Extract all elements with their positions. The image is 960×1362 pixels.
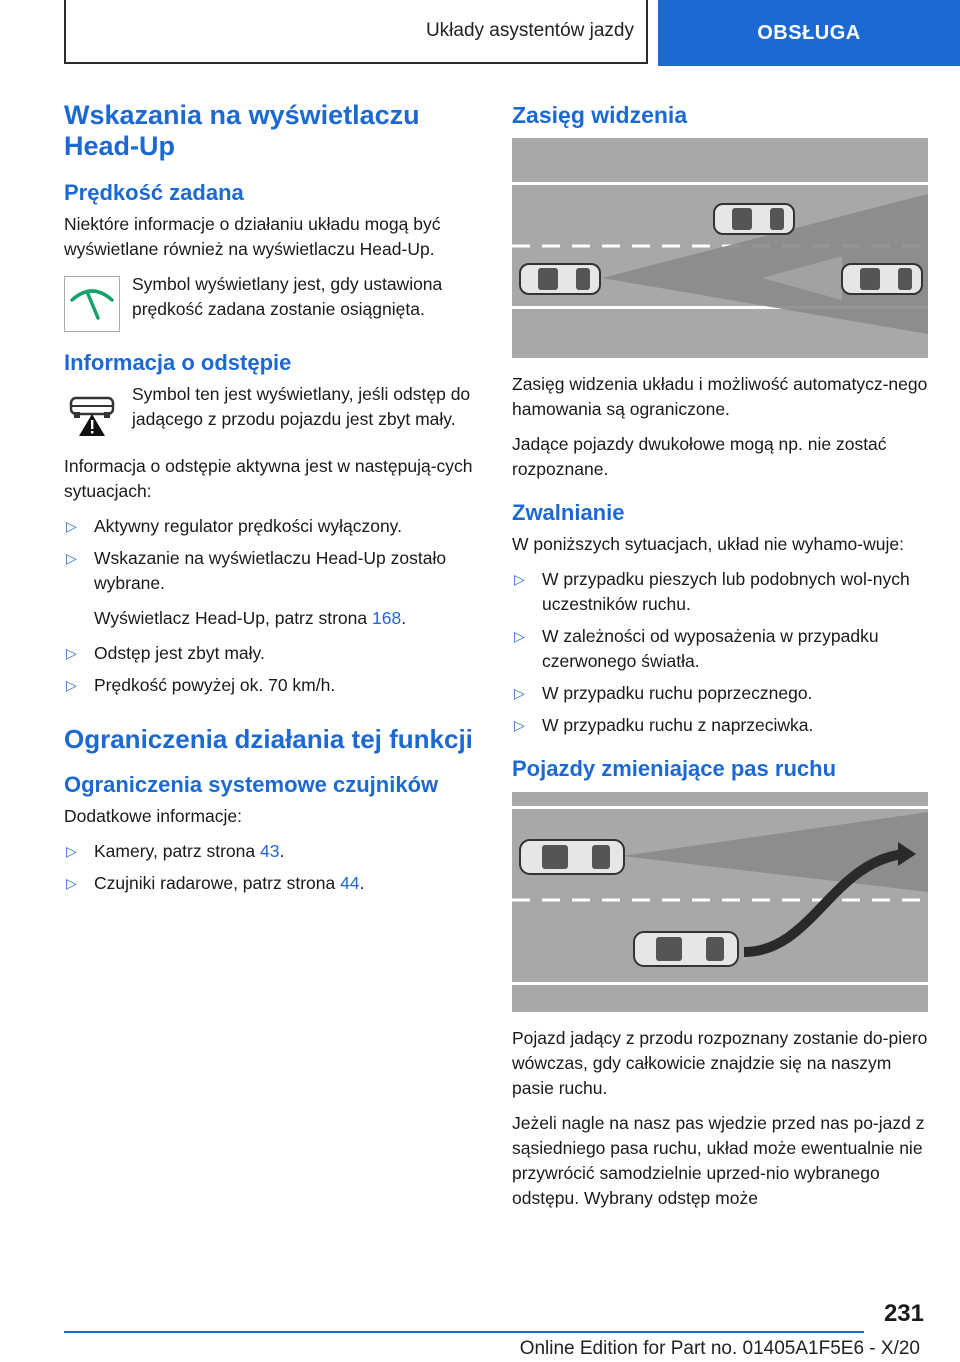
list-item: ▷ Odstęp jest zbyt mały. [64,641,478,666]
car-ego-icon [520,264,600,294]
page-link-43[interactable]: 43 [260,841,280,861]
speed-heading: Prędkość zadana [64,180,244,205]
lane-p2: Jeżeli nagle na nasz pas wjedzie przed nas po-jazd z sąsiedniego pasa ruchu, układ może ewentualnie nie przywrócić samodzielnie uprzed-nio wybranego odstępu. Wybrany odstęp może [512,1113,925,1208]
sensors-intro: Dodatkowe informacje: [64,806,242,826]
triangle-bullet-icon: ▷ [66,843,77,859]
range-illustration [512,138,928,358]
triangle-bullet-icon: ▷ [514,571,525,587]
range-p1: Zasięg widzenia układu i możliwość automatycz-nego hamowania są ograniczone. [512,374,928,419]
triangle-bullet-icon: ▷ [66,550,77,566]
triangle-bullet-icon: ▷ [66,875,77,891]
speed-symbol-text: Symbol wyświetlany jest, gdy ustawiona prędkość zadana zostanie osiągnięta. [132,274,443,319]
running-header [64,0,648,64]
list-item: ▷ Wskazanie na wyświetlaczu Head-Up zostało wybrane. [66,548,447,593]
lane-heading: Pojazdy zmieniające pas ruchu [512,756,837,781]
car-ahead-icon [842,264,922,294]
chapter-title: Układy asystentów jazdy [425,20,634,41]
speed-symbol-row [64,272,478,332]
list-item: ▷ Aktywny regulator prędkości wyłączony. [64,514,478,539]
distance-conditions-list [64,514,478,596]
triangle-bullet-icon: ▷ [66,677,77,693]
triangle-bullet-icon: ▷ [514,628,525,644]
range-heading: Zasięg widzenia [512,102,688,128]
distance-symbol-text: Symbol ten jest wyświetlany, jeśli odstęp do jadącego z przodu pojazdu jest zbyt mały. [132,384,471,429]
car-merging-icon [634,932,738,966]
list-item: ▷ W przypadku ruchu poprzecznego. [512,681,928,706]
triangle-bullet-icon: ▷ [66,518,77,534]
list-item: ▷ Kamery, patrz strona 43. [64,839,478,864]
speedometer-check-icon [64,276,120,332]
list-item: ▷ W przypadku pieszych lub podobnych wol-nych uczestników ruchu. [514,569,910,614]
triangle-bullet-icon: ▷ [514,685,525,701]
edition-line: Online Edition for Part no. 01405A1F5E6 - X/20 [519,1338,920,1359]
limits-title: Ograniczenia działania tej funkcji [64,724,473,754]
car-front-icon [714,204,794,234]
section-tab[interactable] [658,0,960,66]
right-column [512,100,928,1221]
list-item: ▷ W przypadku ruchu z naprzeciwka. [512,713,928,738]
lane-change-illustration [512,792,928,1012]
triangle-bullet-icon: ▷ [66,645,77,661]
lane-p1: Pojazd jadący z przodu rozpoznany zostanie do-piero wówczas, gdy całkowicie znajdzie się na naszym pasie ruchu. [512,1028,928,1098]
left-column [64,100,478,906]
range-p2: Jadące pojazdy dwukołowe mogą np. nie zostać rozpoznane. [512,434,887,479]
page-link-168[interactable]: 168 [372,608,402,628]
triangle-bullet-icon: ▷ [514,717,525,733]
list-item: ▷ Prędkość powyżej ok. 70 km/h. [64,673,478,698]
hud-title: Wskazania na wyświetlaczu Head-Up [64,100,420,161]
distance-conditions-list-cont [64,641,478,698]
distance-heading: Informacja o odstępie [64,350,292,375]
distance-intro: Informacja o odstępie aktywna jest w następują-cych sytuacjach: [64,456,473,501]
distance-symbol-row [64,382,478,442]
section-label: OBSŁUGA [757,21,861,44]
car-ego-icon [520,840,624,874]
sensors-heading: Ograniczenia systemowe czujników [64,772,439,797]
braking-heading: Zwalnianie [512,500,625,525]
list-item: ▷ W zależności od wyposażenia w przypadku czerwonego światła. [514,626,879,671]
footer-divider [64,1331,864,1333]
speed-intro: Niektóre informacje o działaniu układu mogą być wyświetlane również na wyświetlaczu Head-Up. [64,214,441,259]
page-number: 231 [883,1300,924,1327]
page-link-44[interactable]: 44 [340,873,360,893]
sensors-list [64,839,478,896]
braking-intro: W poniższych sytuacjach, układ nie wyhamo-wuje: [512,534,904,554]
car-warning-icon [64,386,120,442]
hud-reference: Wyświetlacz Head-Up, patrz strona 168. [94,608,407,628]
braking-list [512,567,928,738]
list-item: ▷ Czujniki radarowe, patrz strona 44. [64,871,478,896]
